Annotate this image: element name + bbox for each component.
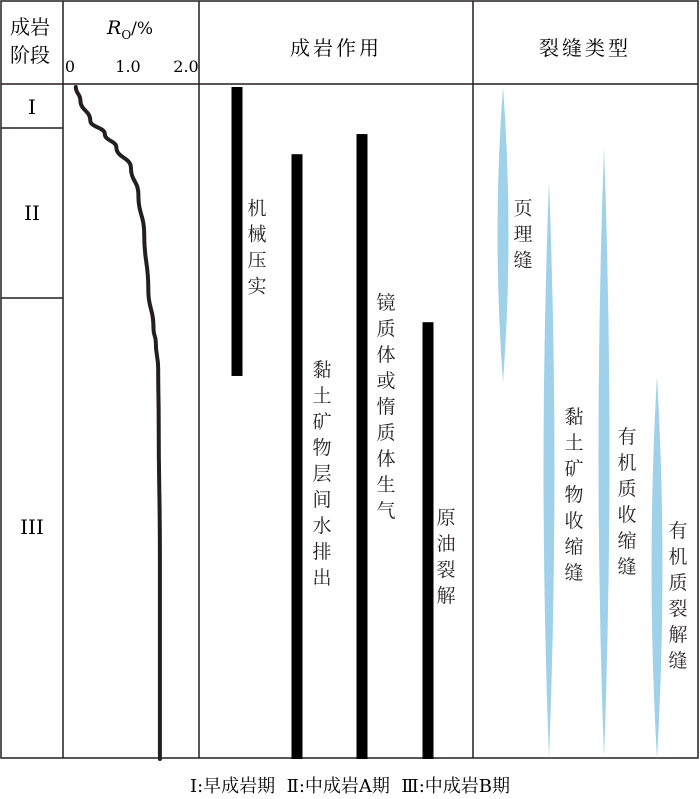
diagenesis-bar bbox=[357, 134, 368, 759]
diagenesis-label-char: 排 bbox=[312, 540, 332, 563]
diagenesis-label-char: 土 bbox=[312, 384, 332, 407]
fracture-label-char: 理 bbox=[513, 223, 533, 246]
fracture-label-char: 质 bbox=[617, 478, 637, 501]
diagenesis-label-char: 物 bbox=[312, 436, 332, 459]
fracture-label-char: 缩 bbox=[617, 530, 637, 553]
stage-label: III bbox=[20, 515, 44, 539]
ro-curve bbox=[76, 87, 160, 759]
fracture-column-title: 裂缝类型 bbox=[539, 36, 631, 60]
diagenesis-label-char: 质 bbox=[376, 421, 396, 444]
fracture-spindle bbox=[652, 376, 663, 759]
diagenesis-bars bbox=[232, 87, 456, 759]
fracture-label-char: 黏 bbox=[564, 406, 584, 428]
fracture-label-char: 缝 bbox=[668, 650, 688, 673]
diagenesis-label-char: 水 bbox=[312, 514, 332, 537]
ro-curve-layer bbox=[76, 87, 160, 759]
fracture-spindle bbox=[599, 148, 610, 760]
fracture-label-char: 土 bbox=[564, 432, 584, 454]
diagenesis-label-char: 镜 bbox=[376, 291, 396, 314]
stage-column-title-line2: 阶段 bbox=[10, 43, 50, 67]
fracture-spindle bbox=[544, 181, 555, 759]
diagenesis-label-char: 油 bbox=[436, 532, 456, 555]
diagenesis-label bbox=[376, 292, 395, 522]
fracture-label-char: 解 bbox=[668, 624, 688, 647]
ro-tick-label: 0 bbox=[64, 57, 76, 76]
fracture-label-char: 质 bbox=[668, 572, 688, 595]
legend-text: Ⅰ:早成岩期 Ⅱ:中成岩A期 Ⅲ:中成岩B期 bbox=[189, 776, 511, 797]
fracture-label-char: 收 bbox=[564, 510, 584, 532]
fracture-label-char: 有 bbox=[617, 426, 637, 449]
diagenesis-label-char: 体 bbox=[376, 447, 396, 470]
diagenesis-label-char: 压 bbox=[247, 249, 267, 272]
diagenesis-label-char: 出 bbox=[312, 566, 332, 589]
diagenesis-label-char: 机 bbox=[247, 197, 267, 220]
fracture-label bbox=[513, 198, 532, 272]
fracture-label bbox=[617, 426, 636, 578]
stage-label: I bbox=[28, 95, 36, 119]
outer-border bbox=[1, 1, 698, 758]
fracture-label-char: 缝 bbox=[617, 556, 637, 579]
diagenesis-bar bbox=[292, 154, 303, 759]
fracture-spindle bbox=[498, 87, 509, 383]
diagenesis-label-char: 气 bbox=[376, 499, 396, 522]
fracture-label bbox=[564, 406, 583, 584]
fracture-label-char: 物 bbox=[564, 484, 584, 506]
ro-tick-label: 2.0 bbox=[173, 57, 199, 76]
diagenesis-label-char: 原 bbox=[436, 506, 456, 529]
ro-tick-label: 1.0 bbox=[115, 57, 141, 76]
diagenesis-label-char: 实 bbox=[247, 275, 267, 298]
diagenesis-label-char: 体 bbox=[376, 343, 396, 366]
diagenesis-label-char: 质 bbox=[376, 317, 396, 340]
fracture-label-char: 机 bbox=[617, 452, 637, 475]
diagenesis-label-char: 或 bbox=[376, 369, 396, 392]
diagenesis-bar bbox=[423, 322, 434, 759]
diagenesis-label-char: 矿 bbox=[312, 410, 332, 433]
diagenesis-label-char: 层 bbox=[312, 462, 332, 485]
fracture-label-char: 页 bbox=[513, 197, 533, 220]
table-frame bbox=[1, 1, 698, 758]
diagenesis-label-char: 生 bbox=[376, 473, 396, 496]
fracture-label-char: 缩 bbox=[564, 536, 584, 558]
fracture-label-char: 缝 bbox=[513, 249, 533, 272]
diagenesis-label-char: 械 bbox=[247, 223, 267, 246]
diagenesis-label-char: 裂 bbox=[436, 558, 456, 581]
diagenesis-label-char: 惰 bbox=[376, 395, 396, 418]
fracture-label-char: 缝 bbox=[564, 562, 584, 584]
diagenesis-column-title: 成岩作用 bbox=[290, 36, 382, 60]
diagenesis-label bbox=[247, 198, 266, 298]
fracture-label-char: 裂 bbox=[668, 598, 688, 621]
ro-axis-label: $R_O/\%$ bbox=[107, 17, 154, 42]
fracture-label-char: 机 bbox=[668, 546, 688, 569]
diagenesis-label-char: 间 bbox=[312, 488, 332, 511]
diagenesis-label-char: 解 bbox=[436, 584, 456, 607]
diagenesis-label bbox=[436, 507, 455, 607]
fracture-label-char: 矿 bbox=[564, 458, 584, 480]
fracture-label-char: 有 bbox=[668, 520, 688, 543]
fracture-spindles bbox=[498, 87, 688, 759]
diagenesis-bar bbox=[232, 87, 243, 376]
diagenesis-label bbox=[312, 359, 331, 589]
fracture-label-char: 收 bbox=[617, 504, 637, 527]
diagenesis-label-char: 黏 bbox=[312, 358, 332, 381]
fracture-label bbox=[668, 520, 687, 672]
stage-label: II bbox=[24, 201, 40, 225]
stage-column-title-line1: 成岩 bbox=[10, 15, 50, 39]
